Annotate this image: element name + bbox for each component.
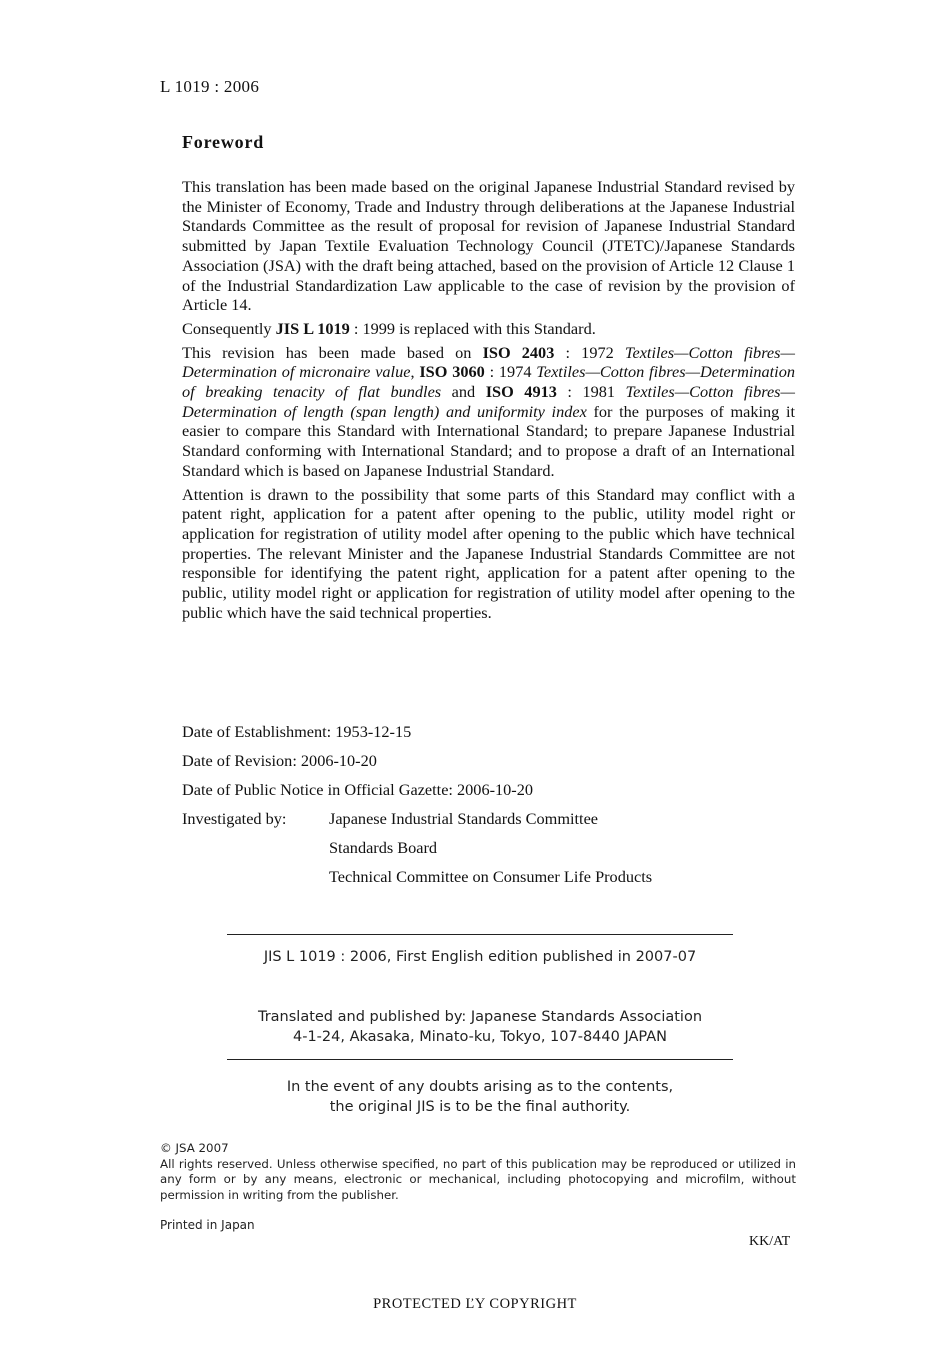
authority-line: the original JIS is to be the final authority.: [329, 1099, 631, 1115]
text-span: Consequently: [182, 318, 276, 338]
investigated-item: Technical Committee on Consumer Life Products: [329, 867, 653, 886]
copyright-block: [160, 1141, 796, 1203]
copyright-footer: PROTECTED ĽY COPYRIGHT: [373, 1296, 577, 1312]
standard-ref: JIS L 1019: [275, 318, 350, 338]
copyright-notice: © JSA 2007: [160, 1141, 229, 1155]
text-span: for the purposes of making it easier to compare this Standard with International Standard; to prepare Japanese Industrial Standard conforming with International Standard; and to propose a draft of an International Standard which is based on Japanese Industrial Standard.: [182, 401, 796, 480]
iso-ref: ISO 2403: [482, 342, 555, 362]
dates-block: [182, 722, 652, 896]
iso-ref: ISO 4913: [485, 382, 557, 402]
divider-top: [227, 934, 733, 935]
investigated-by: [182, 809, 652, 896]
divider-bottom: [227, 1059, 733, 1060]
foreword-paragraph-3: [182, 343, 795, 481]
authority-note: [160, 1077, 800, 1117]
text-span: and: [441, 382, 486, 402]
translator-code: KK/AT: [749, 1234, 791, 1249]
text-span: ,: [410, 362, 420, 382]
investigated-item: Japanese Industrial Standards Committee: [329, 809, 599, 828]
publisher-address: 4-1-24, Akasaka, Minato-ku, Tokyo, 107-8440 JAPAN: [292, 1029, 667, 1045]
investigated-label: Investigated by:: [182, 809, 287, 828]
year-span: : 1972: [554, 342, 625, 362]
iso-title: Textiles—Cotton fibres—Determination of micronaire value: [182, 342, 795, 382]
iso-title: Textiles—Cotton fibres—Determination of length (span length) and uniformity index: [182, 382, 795, 421]
text-span: : 1999 is replaced with this Standard.: [349, 318, 596, 338]
authority-line: In the event of any doubts arising as to the contents,: [286, 1079, 674, 1095]
investigated-item: Standards Board: [329, 838, 438, 857]
year-span: : 1974: [484, 362, 537, 382]
publisher-line: Translated and published by: Japanese Standards Association: [257, 1009, 703, 1025]
year-span: : 1981: [556, 382, 626, 402]
rights-statement: All rights reserved. Unless otherwise specified, no part of this publication may be reproduced or utilized in any form or by any means, electronic or mechanical, including photocopying and microfilm, without permission in writing from the publisher.: [160, 1156, 796, 1202]
foreword-paragraph-1: This translation has been made based on the original Japanese Industrial Standard revised by the Minister of Economy, Trade and Industry through deliberations at the Japanese Industrial Standards Committee as the result of proposal for revision of Japanese Industrial Standard submitted by Japan Textile Evaluation Technology Council (JTETC)/Japanese Standards Association (JSA) with the draft being attached, based on the provision of Article 12 Clause 1 of the Industrial Standardization Law applicable to the case of revision by the provision of Article 14.: [182, 177, 795, 315]
edition-line: JIS L 1019 : 2006, First English edition published in 2007-07: [263, 949, 697, 965]
foreword-body: [182, 177, 795, 626]
foreword-paragraph-4: Attention is drawn to the possibility that some parts of this Standard may conflict with a patent right, application for a patent after opening to the public, utility model right or application for registration of utility model after opening to the public which have technical properties. The relevant Minister and the Japanese Industrial Standards Committee are not responsible for identifying the patent right, application for a patent after opening to the public, utility model right or application for registration of utility model after opening to the public which have the said technical properties.: [182, 484, 795, 622]
document-code: L 1019 : 2006: [160, 77, 260, 96]
date-establishment: Date of Establishment: 1953-12-15: [182, 722, 412, 741]
iso-ref: ISO 3060: [419, 362, 485, 382]
date-gazette: Date of Public Notice in Official Gazette: 2006-10-20: [182, 780, 533, 799]
investigated-list: [329, 809, 652, 896]
text-span: This revision has been made based on: [182, 342, 483, 362]
printed-in: Printed in Japan: [160, 1218, 255, 1232]
foreword-paragraph-2: [182, 319, 795, 339]
date-revision: Date of Revision: 2006-10-20: [182, 751, 377, 770]
iso-title: Textiles—Cotton fibres—Determination of breaking tenacity of flat bundles: [182, 362, 795, 402]
publisher-block: [160, 1007, 800, 1047]
page-title: Foreword: [182, 132, 265, 152]
